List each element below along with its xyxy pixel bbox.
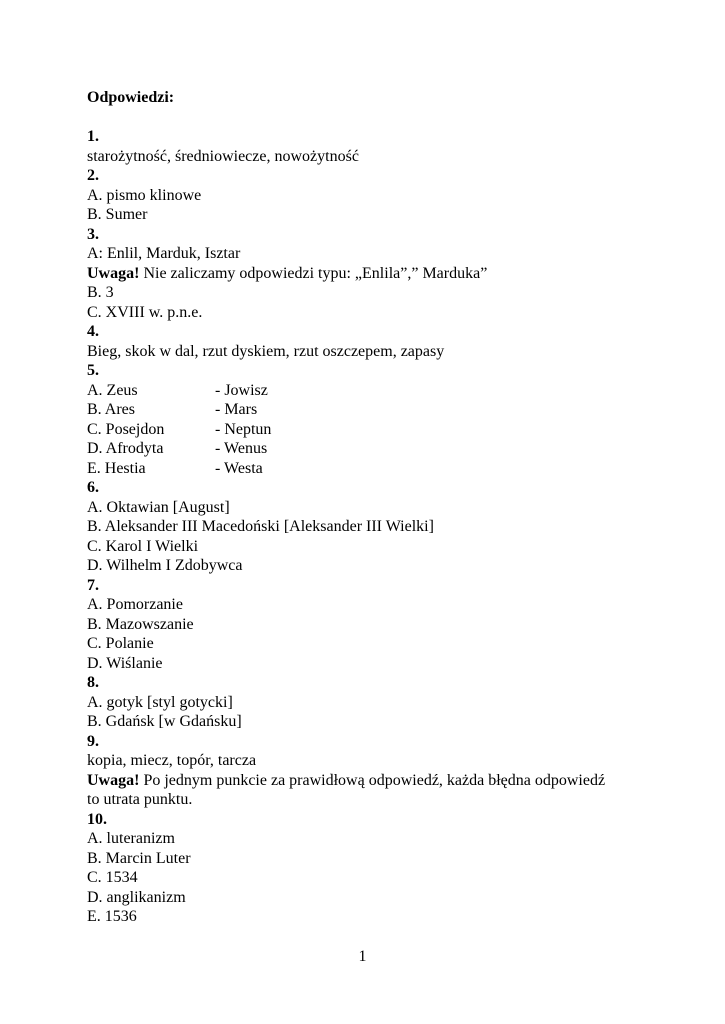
pair-roman: - Wenus: [215, 440, 268, 457]
question-5-pair: [87, 381, 687, 401]
question-4-number: 4.: [87, 323, 99, 340]
question-6-answer-b: B. Aleksander III Macedoński [Aleksander III Wielki]: [87, 518, 434, 535]
question-10-answer-d: D. anglikanizm: [87, 888, 186, 906]
question-1-answer: starożytność, średniowiecze, nowożytność: [87, 147, 359, 165]
question-6-number: 6.: [87, 479, 99, 496]
question-3-number: 3.: [87, 225, 99, 243]
question-6-answer-c: C. Karol I Wielki: [87, 537, 199, 555]
question-1-number: 1.: [87, 128, 99, 145]
question-2-answer-a: A. pismo klinowe: [87, 186, 202, 204]
question-2-answer-b: B. Sumer: [87, 206, 148, 223]
question-3-note: [87, 264, 687, 284]
question-10-answer-b: B. Marcin Luter: [87, 849, 191, 867]
question-2-number: 2.: [87, 167, 99, 184]
question-6-answer-a: A. Oktawian [August]: [87, 498, 230, 516]
question-5-pair: [87, 459, 687, 479]
page-number: 1: [358, 948, 367, 965]
page-title: Odpowiedzi:: [87, 89, 175, 106]
question-7-answer-a: A. Pomorzanie: [87, 596, 183, 613]
question-10-answer-a: A. luteranizm: [87, 830, 175, 847]
pair-roman: - Jowisz: [215, 381, 268, 399]
question-4-answer: Bieg, skok w dal, rzut dyskiem, rzut oszczepem, zapasy: [87, 342, 445, 360]
pair-roman: - Mars: [215, 401, 258, 418]
question-3-answer-b: B. 3: [87, 284, 114, 301]
pair-roman: - Westa: [215, 459, 263, 477]
pair-greek: C. Posejdon: [87, 420, 165, 438]
pair-roman: - Neptun: [215, 420, 272, 438]
question-6-answer-d: D. Wilhelm I Zdobywca: [87, 557, 243, 574]
question-5-pair: [87, 439, 687, 459]
note-text: Nie zaliczamy odpowiedzi typu: „Enlila”,” Marduka”: [139, 264, 488, 282]
question-7-answer-b: B. Mazowszanie: [87, 615, 194, 633]
question-8-answer-a: A. gotyk [styl gotycki]: [87, 693, 233, 711]
question-7-answer-c: C. Polanie: [87, 635, 154, 652]
question-10-answer-e: E. 1536: [87, 908, 137, 925]
note-text: Po jednym punkcie za prawidłową odpowiedź, każda błędna odpowiedź: [139, 771, 606, 789]
question-10-number: 10.: [87, 810, 107, 828]
pair-greek: B. Ares: [87, 401, 135, 418]
question-9-number: 9.: [87, 732, 99, 750]
note-label: Uwaga!: [87, 264, 140, 282]
question-8-number: 8.: [87, 674, 99, 691]
question-9-answer: kopia, miecz, topór, tarcza: [87, 752, 257, 769]
pair-greek: E. Hestia: [87, 459, 146, 477]
question-3-answer-a: A: Enlil, Marduk, Isztar: [87, 245, 241, 262]
answer-key: [87, 88, 687, 927]
note-label: Uwaga!: [87, 771, 140, 789]
question-5-number: 5.: [87, 362, 99, 379]
question-5-pair: [87, 400, 687, 420]
question-10-answer-c: C. 1534: [87, 869, 138, 886]
question-5-pair: [87, 420, 687, 440]
pair-greek: A. Zeus: [87, 381, 138, 399]
pair-greek: D. Afrodyta: [87, 440, 164, 457]
question-8-answer-b: B. Gdańsk [w Gdańsku]: [87, 713, 242, 730]
question-7-answer-d: D. Wiślanie: [87, 654, 163, 672]
question-3-answer-c: C. XVIII w. p.n.e.: [87, 303, 203, 321]
question-7-number: 7.: [87, 576, 99, 594]
spacer: [87, 108, 687, 128]
question-9-note: [87, 771, 687, 791]
question-9-note-continued: to utrata punktu.: [87, 791, 193, 808]
